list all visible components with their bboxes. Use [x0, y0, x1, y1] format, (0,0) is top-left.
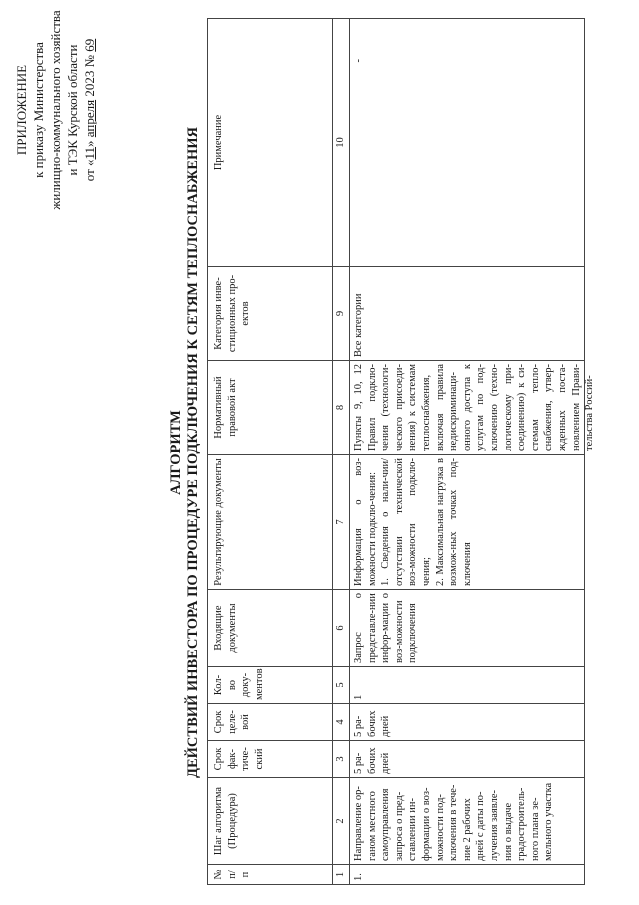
algorithm-table [207, 18, 596, 885]
header-cell: Примечание [208, 19, 333, 267]
appendix-line-2: к приказу Министерства [31, 42, 46, 178]
appendix-line-4: и ТЭК Курской области [65, 44, 80, 176]
column-number: 3 [333, 741, 350, 778]
header-cell: Срок фак-тиче-ский [208, 741, 333, 778]
date-day: 11 [82, 146, 97, 160]
date-year: 2023 № [82, 51, 97, 100]
document-count-cell: 1 [350, 667, 585, 704]
legal-act-cell [350, 361, 596, 455]
column-number: 1 [333, 865, 350, 885]
column-number: 6 [333, 590, 350, 667]
table-row [350, 19, 585, 885]
header-cell: Входящие документы [208, 590, 333, 667]
appendix-date [82, 39, 99, 182]
legal-act-text: Пункты 9, 10, 12 Правил подклю-чения (технологи-ческого присоеди-нения) к системам теплоснабжения, включая правила недискриминаци-онного доступа к услугам по под-ключению (техно-логическому при-соединению) к си-стемам тепло-снабжения, утвер-жденных поста-новлением Прави-тельства Россий- [353, 364, 596, 451]
appendix-line-1: ПРИЛОЖЕНИЕ [14, 64, 29, 156]
row-number: 1. [350, 865, 585, 885]
category-cell: Все категории [350, 267, 585, 361]
result-documents-cell [350, 455, 585, 590]
column-number: 8 [333, 361, 350, 455]
actual-term-cell: 5 ра-бочих дней [350, 741, 585, 778]
result-line-1: Информация о воз-можности подклю-чения: [353, 458, 378, 586]
column-number: 7 [333, 455, 350, 590]
date-prefix: от « [82, 159, 97, 182]
result-line-2: 1. Сведения о нали-чии/отсутствии технической воз-можности подклю-чения; [380, 458, 432, 586]
result-line-3: 2. Максимальная нагрузка в возмож-ных точках под-ключения [434, 458, 473, 586]
column-number: 5 [333, 667, 350, 704]
step-cell [350, 778, 585, 865]
column-number-row [333, 19, 350, 885]
date-mid: » [82, 137, 97, 147]
header-cell: Нормативный правовой акт [208, 361, 333, 455]
title-line-1: АЛГОРИТМ [168, 410, 184, 495]
column-number: 4 [333, 704, 350, 741]
header-cell: Кол-во доку-ментов [208, 667, 333, 704]
column-number: 9 [333, 267, 350, 361]
date-number: 69 [82, 38, 97, 52]
header-cell: № п/п [208, 865, 333, 885]
header-row [208, 19, 333, 885]
header-cell: Категория инве-стиционных про-ектов [208, 267, 333, 361]
input-documents-cell: Запрос о представле-нии инфор-мации о воз-можности подключения [350, 590, 585, 667]
header-cell: Срок целе-вой [208, 704, 333, 741]
column-number: 10 [333, 19, 350, 267]
note-cell: - [350, 19, 585, 267]
date-month: апреля [82, 99, 97, 138]
appendix-line-3: жилищно-коммунального хозяйства [48, 10, 63, 210]
title-line-2: ДЕЙСТВИЙ ИНВЕСТОРА ПО ПРОЦЕДУРЕ ПОДКЛЮЧЕНИЯ К СЕТЯМ ТЕПЛОСНАБЖЕНИЯ [185, 127, 201, 778]
header-cell: Шаг алгоритма (Процедура) [208, 778, 333, 865]
header-cell: Результирующие документы [208, 455, 333, 590]
column-number: 2 [333, 778, 350, 865]
target-term-cell: 5 ра-бочих дней [350, 704, 585, 741]
step-text: Направление ор-ганом местного самоуправления запроса о пред-ставлении ин-формации о воз-можности под-ключения в тече-ние 2 рабочих дней с даты по-лучения заявле-ния о выдаче градостроитель-ного плана зе-мельного участка [353, 782, 555, 861]
